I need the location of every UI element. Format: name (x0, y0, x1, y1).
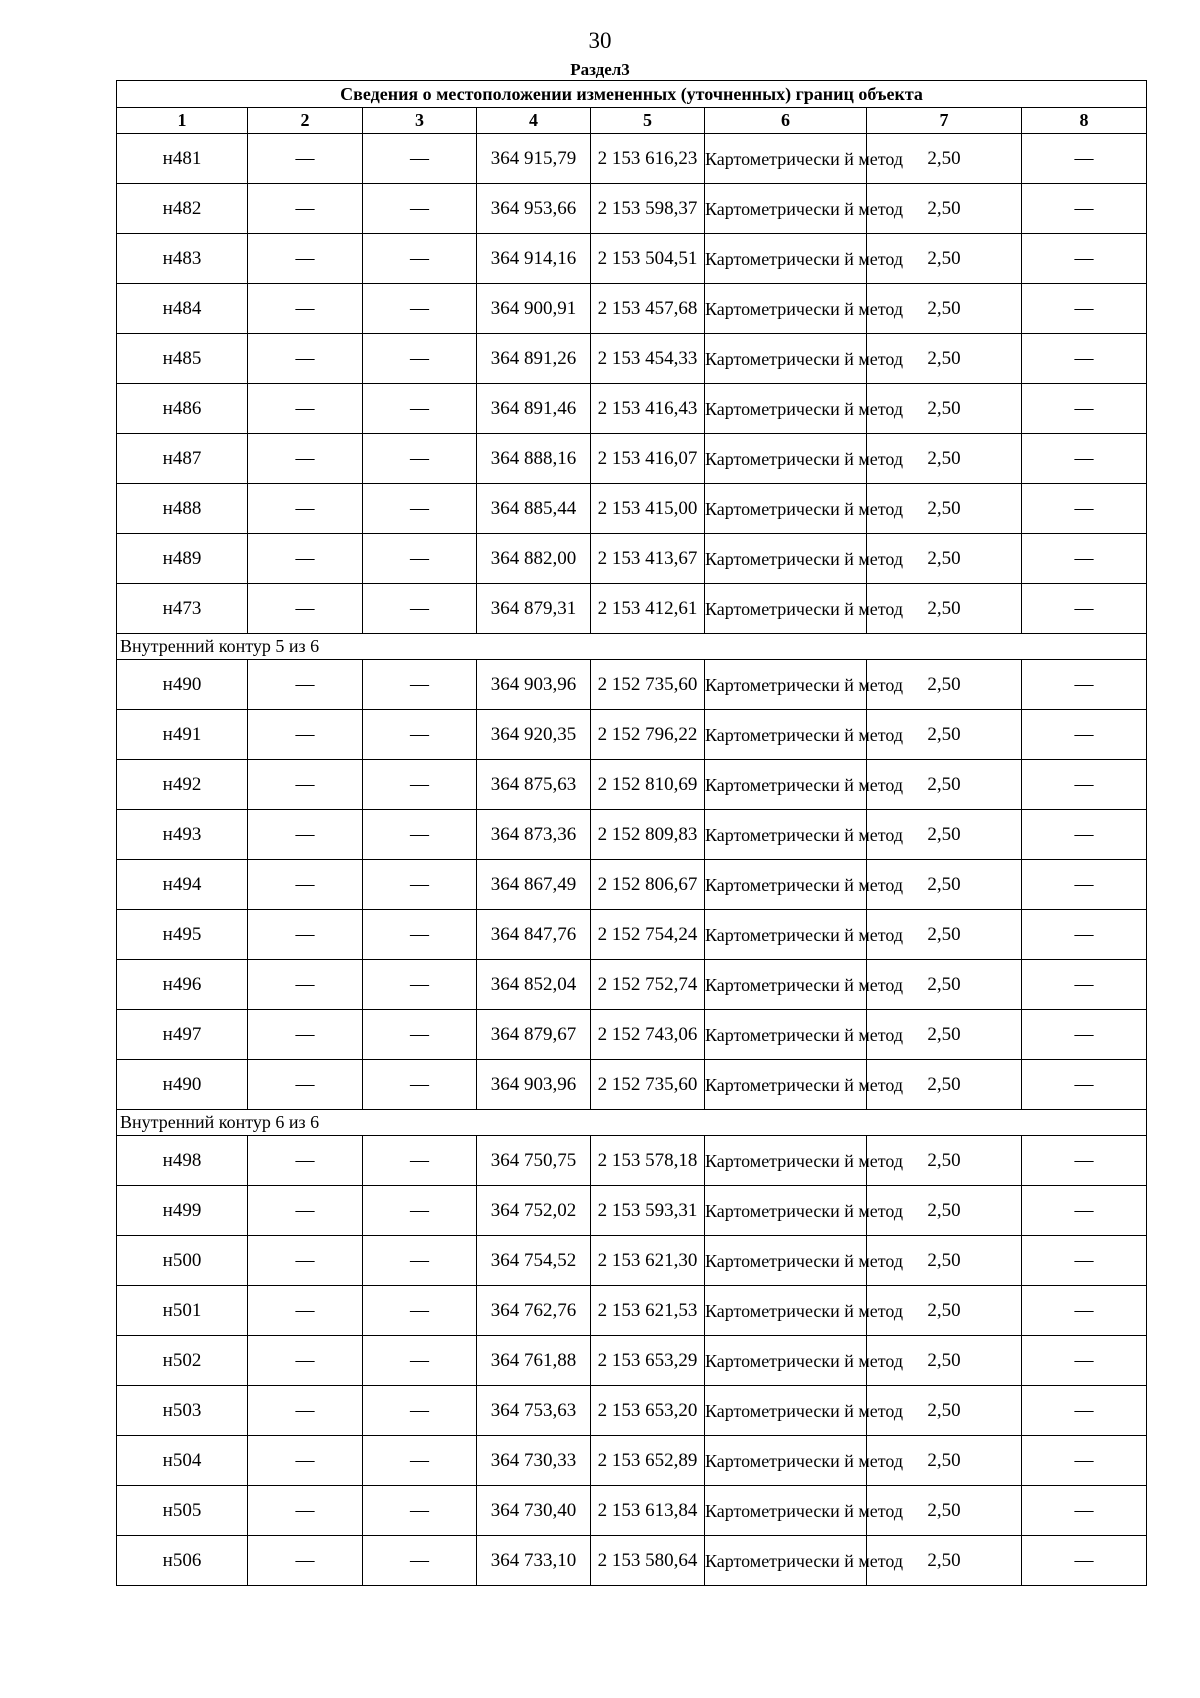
table-row (117, 910, 1147, 960)
precision-cell: 2,50 (867, 1486, 1022, 1536)
precision-cell: 2,50 (867, 1386, 1022, 1436)
col2-cell: — (248, 1486, 363, 1536)
y-coordinate-cell: 2 152 809,83 (591, 810, 705, 860)
col3-cell: — (363, 860, 477, 910)
precision-cell: 2,50 (867, 384, 1022, 434)
method-cell: Картометрически й метод (705, 1060, 867, 1110)
point-id-cell: н482 (117, 184, 248, 234)
point-id-cell: н494 (117, 860, 248, 910)
y-coordinate-cell: 2 153 593,31 (591, 1186, 705, 1236)
col3-cell: — (363, 960, 477, 1010)
precision-cell: 2,50 (867, 860, 1022, 910)
precision-cell: 2,50 (867, 1136, 1022, 1186)
column-header-5: 5 (591, 108, 705, 134)
point-id-cell: н485 (117, 334, 248, 384)
precision-cell: 2,50 (867, 910, 1022, 960)
point-id-cell: н503 (117, 1386, 248, 1436)
col3-cell: — (363, 434, 477, 484)
col3-cell: — (363, 1486, 477, 1536)
point-id-cell: н481 (117, 134, 248, 184)
precision-cell: 2,50 (867, 660, 1022, 710)
col3-cell: — (363, 810, 477, 860)
col3-cell: — (363, 384, 477, 434)
col2-cell: — (248, 484, 363, 534)
point-id-cell: н501 (117, 1286, 248, 1336)
precision-cell: 2,50 (867, 534, 1022, 584)
col2-cell: — (248, 434, 363, 484)
col2-cell: — (248, 760, 363, 810)
col3-cell: — (363, 660, 477, 710)
method-cell: Картометрически й метод (705, 334, 867, 384)
col2-cell: — (248, 1010, 363, 1060)
column-header-8: 8 (1022, 108, 1147, 134)
method-cell: Картометрически й метод (705, 1286, 867, 1336)
col3-cell: — (363, 234, 477, 284)
col8-cell: — (1022, 1236, 1147, 1286)
method-cell: Картометрически й метод (705, 184, 867, 234)
table-row (117, 1436, 1147, 1486)
y-coordinate-cell: 2 152 754,24 (591, 910, 705, 960)
point-id-cell: н496 (117, 960, 248, 1010)
col8-cell: — (1022, 1186, 1147, 1236)
point-id-cell: н492 (117, 760, 248, 810)
method-cell: Картометрически й метод (705, 1486, 867, 1536)
col8-cell: — (1022, 1536, 1147, 1586)
precision-cell: 2,50 (867, 1236, 1022, 1286)
x-coordinate-cell: 364 852,04 (477, 960, 591, 1010)
table-row (117, 760, 1147, 810)
method-cell: Картометрически й метод (705, 1186, 867, 1236)
precision-cell: 2,50 (867, 334, 1022, 384)
method-cell: Картометрически й метод (705, 484, 867, 534)
col2-cell: — (248, 860, 363, 910)
col2-cell: — (248, 1060, 363, 1110)
col8-cell: — (1022, 134, 1147, 184)
table-row (117, 710, 1147, 760)
x-coordinate-cell: 364 762,76 (477, 1286, 591, 1336)
col3-cell: — (363, 184, 477, 234)
y-coordinate-cell: 2 153 653,29 (591, 1336, 705, 1386)
precision-cell: 2,50 (867, 234, 1022, 284)
table-row (117, 1236, 1147, 1286)
precision-cell: 2,50 (867, 810, 1022, 860)
method-cell: Картометрически й метод (705, 1386, 867, 1436)
precision-cell: 2,50 (867, 484, 1022, 534)
col8-cell: — (1022, 334, 1147, 384)
y-coordinate-cell: 2 152 806,67 (591, 860, 705, 910)
col8-cell: — (1022, 234, 1147, 284)
section-title: Раздел3 (570, 60, 630, 79)
col2-cell: — (248, 1436, 363, 1486)
col2-cell: — (248, 810, 363, 860)
table-row (117, 1010, 1147, 1060)
col2-cell: — (248, 1186, 363, 1236)
col3-cell: — (363, 1536, 477, 1586)
precision-cell: 2,50 (867, 710, 1022, 760)
method-cell: Картометрически й метод (705, 134, 867, 184)
y-coordinate-cell: 2 153 580,64 (591, 1536, 705, 1586)
boundary-coordinates-table (116, 80, 1147, 1586)
table-row (117, 584, 1147, 634)
col2-cell: — (248, 334, 363, 384)
col2-cell: — (248, 534, 363, 584)
method-cell: Картометрически й метод (705, 710, 867, 760)
col3-cell: — (363, 334, 477, 384)
col8-cell: — (1022, 1486, 1147, 1536)
table-row (117, 810, 1147, 860)
method-cell: Картометрически й метод (705, 860, 867, 910)
x-coordinate-cell: 364 873,36 (477, 810, 591, 860)
method-cell: Картометрически й метод (705, 660, 867, 710)
col8-cell: — (1022, 484, 1147, 534)
table-row (117, 1186, 1147, 1236)
method-cell: Картометрически й метод (705, 434, 867, 484)
y-coordinate-cell: 2 153 457,68 (591, 284, 705, 334)
y-coordinate-cell: 2 153 416,07 (591, 434, 705, 484)
col8-cell: — (1022, 1386, 1147, 1436)
method-cell: Картометрически й метод (705, 584, 867, 634)
x-coordinate-cell: 364 750,75 (477, 1136, 591, 1186)
precision-cell: 2,50 (867, 184, 1022, 234)
point-id-cell: н499 (117, 1186, 248, 1236)
col2-cell: — (248, 1136, 363, 1186)
point-id-cell: н506 (117, 1536, 248, 1586)
y-coordinate-cell: 2 152 735,60 (591, 660, 705, 710)
column-header-row (117, 108, 1147, 134)
point-id-cell: н489 (117, 534, 248, 584)
col8-cell: — (1022, 284, 1147, 334)
x-coordinate-cell: 364 752,02 (477, 1186, 591, 1236)
method-cell: Картометрически й метод (705, 284, 867, 334)
point-id-cell: н487 (117, 434, 248, 484)
point-id-cell: н473 (117, 584, 248, 634)
point-id-cell: н497 (117, 1010, 248, 1060)
column-header-3: 3 (363, 108, 477, 134)
col8-cell: — (1022, 1136, 1147, 1186)
col2-cell: — (248, 1336, 363, 1386)
method-cell: Картометрически й метод (705, 960, 867, 1010)
col2-cell: — (248, 184, 363, 234)
col2-cell: — (248, 710, 363, 760)
col3-cell: — (363, 134, 477, 184)
col8-cell: — (1022, 760, 1147, 810)
y-coordinate-cell: 2 153 598,37 (591, 184, 705, 234)
col2-cell: — (248, 960, 363, 1010)
point-id-cell: н500 (117, 1236, 248, 1286)
col2-cell: — (248, 910, 363, 960)
table-row (117, 960, 1147, 1010)
precision-cell: 2,50 (867, 1286, 1022, 1336)
x-coordinate-cell: 364 903,96 (477, 1060, 591, 1110)
precision-cell: 2,50 (867, 1336, 1022, 1386)
method-cell: Картометрически й метод (705, 234, 867, 284)
contour-label: Внутренний контур 5 из 6 (117, 634, 1147, 660)
column-header-6: 6 (705, 108, 867, 134)
col2-cell: — (248, 134, 363, 184)
y-coordinate-cell: 2 152 796,22 (591, 710, 705, 760)
column-header-7: 7 (867, 108, 1022, 134)
x-coordinate-cell: 364 754,52 (477, 1236, 591, 1286)
y-coordinate-cell: 2 153 578,18 (591, 1136, 705, 1186)
y-coordinate-cell: 2 153 416,43 (591, 384, 705, 434)
col3-cell: — (363, 910, 477, 960)
col3-cell: — (363, 1136, 477, 1186)
y-coordinate-cell: 2 153 413,67 (591, 534, 705, 584)
col3-cell: — (363, 1436, 477, 1486)
col3-cell: — (363, 584, 477, 634)
point-id-cell: н505 (117, 1486, 248, 1536)
method-cell: Картометрически й метод (705, 384, 867, 434)
col8-cell: — (1022, 1286, 1147, 1336)
table-row (117, 134, 1147, 184)
contour-label-row (117, 634, 1147, 660)
table-row (117, 434, 1147, 484)
col8-cell: — (1022, 434, 1147, 484)
x-coordinate-cell: 364 733,10 (477, 1536, 591, 1586)
col2-cell: — (248, 584, 363, 634)
contour-label: Внутренний контур 6 из 6 (117, 1110, 1147, 1136)
point-id-cell: н498 (117, 1136, 248, 1186)
precision-cell: 2,50 (867, 434, 1022, 484)
x-coordinate-cell: 364 891,46 (477, 384, 591, 434)
column-header-4: 4 (477, 108, 591, 134)
precision-cell: 2,50 (867, 760, 1022, 810)
col3-cell: — (363, 1060, 477, 1110)
col8-cell: — (1022, 910, 1147, 960)
table-row (117, 334, 1147, 384)
x-coordinate-cell: 364 847,76 (477, 910, 591, 960)
col2-cell: — (248, 234, 363, 284)
x-coordinate-cell: 364 730,40 (477, 1486, 591, 1536)
col8-cell: — (1022, 584, 1147, 634)
precision-cell: 2,50 (867, 1010, 1022, 1060)
col8-cell: — (1022, 960, 1147, 1010)
col2-cell: — (248, 660, 363, 710)
precision-cell: 2,50 (867, 134, 1022, 184)
table-row (117, 1286, 1147, 1336)
y-coordinate-cell: 2 153 652,89 (591, 1436, 705, 1486)
y-coordinate-cell: 2 153 616,23 (591, 134, 705, 184)
table-row (117, 1386, 1147, 1436)
x-coordinate-cell: 364 730,33 (477, 1436, 591, 1486)
column-header-2: 2 (248, 108, 363, 134)
table-row (117, 1486, 1147, 1536)
col8-cell: — (1022, 534, 1147, 584)
table-row (117, 234, 1147, 284)
col3-cell: — (363, 710, 477, 760)
col8-cell: — (1022, 710, 1147, 760)
col3-cell: — (363, 1386, 477, 1436)
col3-cell: — (363, 760, 477, 810)
x-coordinate-cell: 364 915,79 (477, 134, 591, 184)
table-row (117, 1536, 1147, 1586)
y-coordinate-cell: 2 152 735,60 (591, 1060, 705, 1110)
col8-cell: — (1022, 1010, 1147, 1060)
point-id-cell: н491 (117, 710, 248, 760)
y-coordinate-cell: 2 152 810,69 (591, 760, 705, 810)
precision-cell: 2,50 (867, 584, 1022, 634)
method-cell: Картометрически й метод (705, 910, 867, 960)
col8-cell: — (1022, 860, 1147, 910)
point-id-cell: н495 (117, 910, 248, 960)
precision-cell: 2,50 (867, 1186, 1022, 1236)
y-coordinate-cell: 2 153 415,00 (591, 484, 705, 534)
table-caption: Сведения о местоположении измененных (уточненных) границ объекта (117, 81, 1147, 108)
table-row (117, 184, 1147, 234)
table-row (117, 1060, 1147, 1110)
table-row (117, 384, 1147, 434)
table-row (117, 860, 1147, 910)
table-row (117, 660, 1147, 710)
point-id-cell: н486 (117, 384, 248, 434)
col3-cell: — (363, 1286, 477, 1336)
x-coordinate-cell: 364 914,16 (477, 234, 591, 284)
method-cell: Картометрически й метод (705, 1536, 867, 1586)
y-coordinate-cell: 2 153 653,20 (591, 1386, 705, 1436)
col2-cell: — (248, 1286, 363, 1336)
y-coordinate-cell: 2 152 752,74 (591, 960, 705, 1010)
precision-cell: 2,50 (867, 284, 1022, 334)
method-cell: Картометрически й метод (705, 1436, 867, 1486)
precision-cell: 2,50 (867, 1536, 1022, 1586)
contour-label-row (117, 1110, 1147, 1136)
col8-cell: — (1022, 184, 1147, 234)
method-cell: Картометрически й метод (705, 1236, 867, 1286)
method-cell: Картометрически й метод (705, 534, 867, 584)
table-row (117, 534, 1147, 584)
y-coordinate-cell: 2 153 412,61 (591, 584, 705, 634)
col3-cell: — (363, 484, 477, 534)
col2-cell: — (248, 1536, 363, 1586)
point-id-cell: н483 (117, 234, 248, 284)
y-coordinate-cell: 2 153 613,84 (591, 1486, 705, 1536)
table-row (117, 1136, 1147, 1186)
point-id-cell: н490 (117, 1060, 248, 1110)
x-coordinate-cell: 364 875,63 (477, 760, 591, 810)
x-coordinate-cell: 364 900,91 (477, 284, 591, 334)
table-body (117, 134, 1147, 1586)
table-row (117, 484, 1147, 534)
col3-cell: — (363, 284, 477, 334)
x-coordinate-cell: 364 885,44 (477, 484, 591, 534)
x-coordinate-cell: 364 867,49 (477, 860, 591, 910)
y-coordinate-cell: 2 153 621,30 (591, 1236, 705, 1286)
col3-cell: — (363, 1236, 477, 1286)
method-cell: Картометрически й метод (705, 1010, 867, 1060)
x-coordinate-cell: 364 888,16 (477, 434, 591, 484)
x-coordinate-cell: 364 903,96 (477, 660, 591, 710)
table-row (117, 284, 1147, 334)
page-number: 30 (588, 28, 612, 53)
precision-cell: 2,50 (867, 1436, 1022, 1486)
point-id-cell: н490 (117, 660, 248, 710)
col2-cell: — (248, 384, 363, 434)
method-cell: Картометрически й метод (705, 760, 867, 810)
x-coordinate-cell: 364 891,26 (477, 334, 591, 384)
method-cell: Картометрически й метод (705, 1136, 867, 1186)
precision-cell: 2,50 (867, 1060, 1022, 1110)
col2-cell: — (248, 1236, 363, 1286)
point-id-cell: н502 (117, 1336, 248, 1386)
col3-cell: — (363, 1336, 477, 1386)
point-id-cell: н484 (117, 284, 248, 334)
point-id-cell: н504 (117, 1436, 248, 1486)
col3-cell: — (363, 1010, 477, 1060)
x-coordinate-cell: 364 761,88 (477, 1336, 591, 1386)
col2-cell: — (248, 1386, 363, 1436)
col3-cell: — (363, 534, 477, 584)
x-coordinate-cell: 364 920,35 (477, 710, 591, 760)
method-cell: Картометрически й метод (705, 810, 867, 860)
precision-cell: 2,50 (867, 960, 1022, 1010)
col8-cell: — (1022, 1436, 1147, 1486)
col8-cell: — (1022, 1060, 1147, 1110)
col8-cell: — (1022, 810, 1147, 860)
col8-cell: — (1022, 384, 1147, 434)
col8-cell: — (1022, 660, 1147, 710)
col2-cell: — (248, 284, 363, 334)
y-coordinate-cell: 2 153 454,33 (591, 334, 705, 384)
table-row (117, 1336, 1147, 1386)
column-header-1: 1 (117, 108, 248, 134)
x-coordinate-cell: 364 753,63 (477, 1386, 591, 1436)
y-coordinate-cell: 2 152 743,06 (591, 1010, 705, 1060)
col3-cell: — (363, 1186, 477, 1236)
x-coordinate-cell: 364 879,31 (477, 584, 591, 634)
x-coordinate-cell: 364 882,00 (477, 534, 591, 584)
x-coordinate-cell: 364 953,66 (477, 184, 591, 234)
col8-cell: — (1022, 1336, 1147, 1386)
y-coordinate-cell: 2 153 621,53 (591, 1286, 705, 1336)
point-id-cell: н493 (117, 810, 248, 860)
point-id-cell: н488 (117, 484, 248, 534)
x-coordinate-cell: 364 879,67 (477, 1010, 591, 1060)
y-coordinate-cell: 2 153 504,51 (591, 234, 705, 284)
method-cell: Картометрически й метод (705, 1336, 867, 1386)
